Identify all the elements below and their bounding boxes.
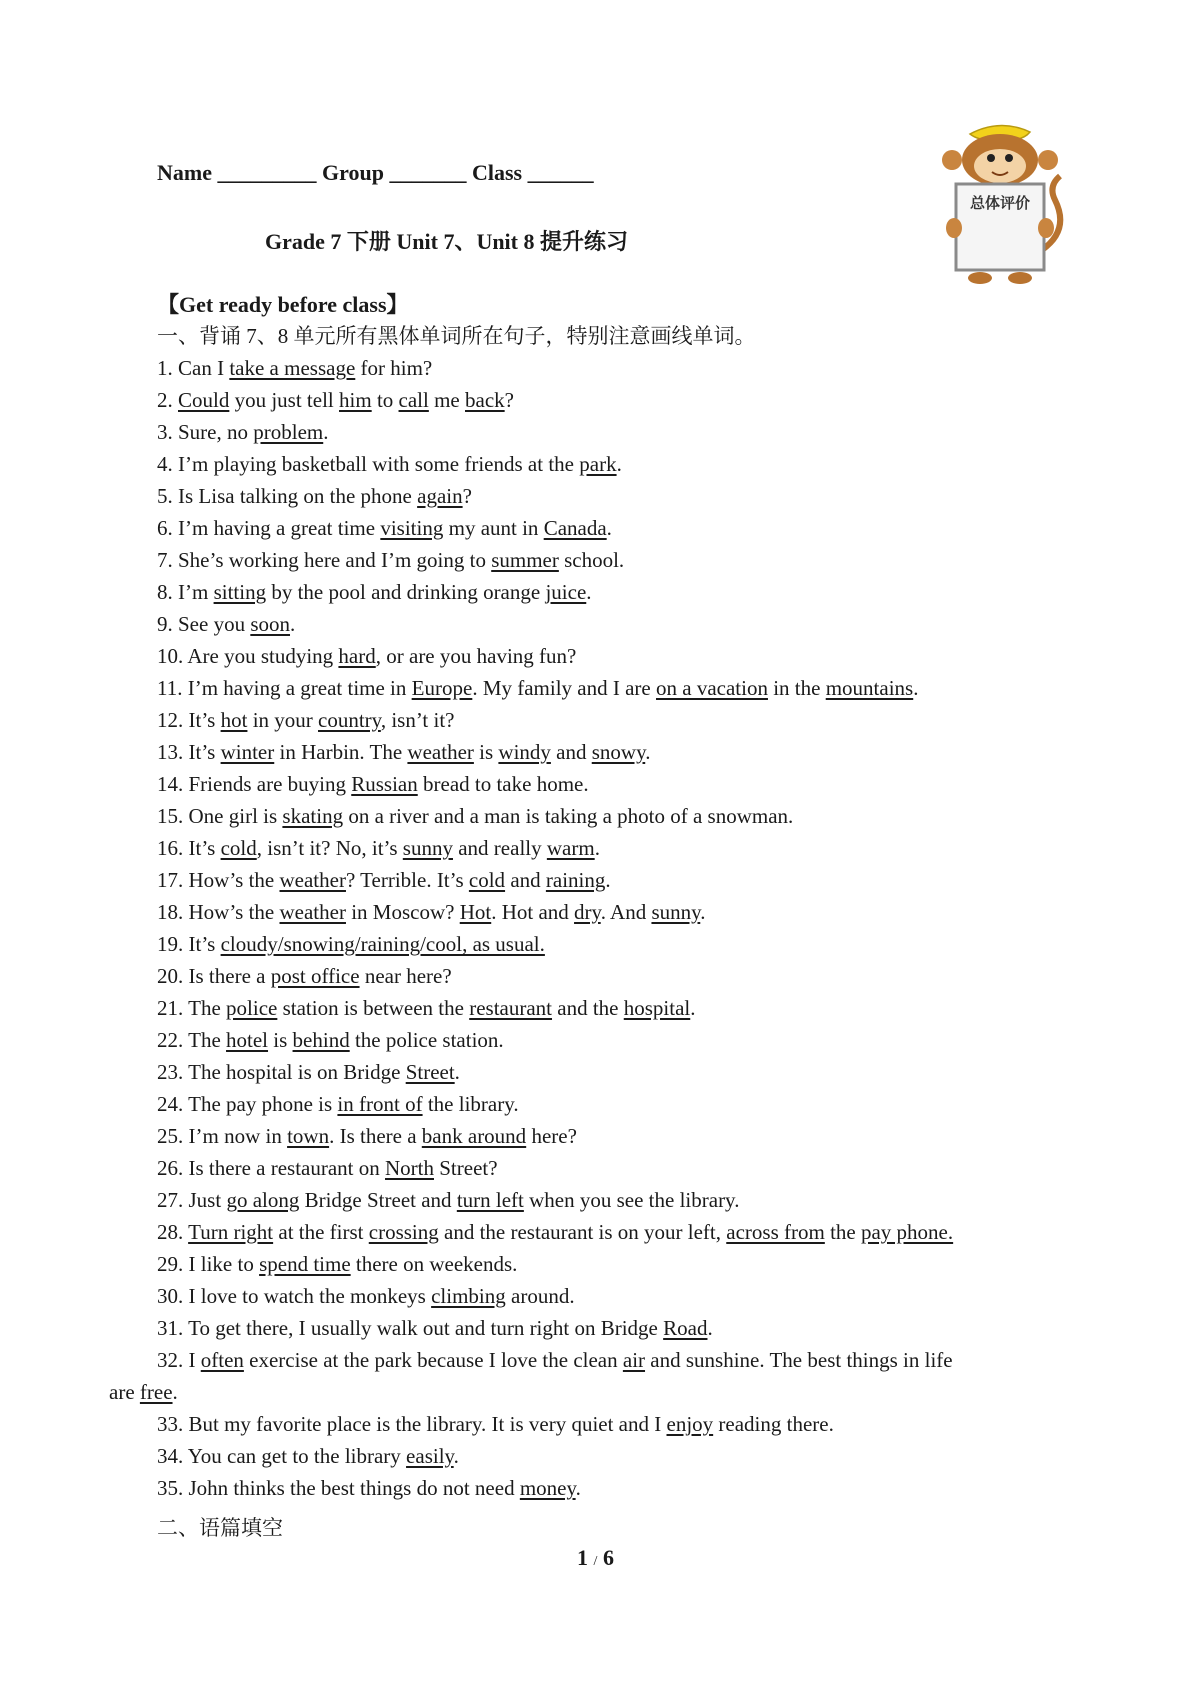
sentence-text: .	[700, 900, 706, 924]
sentence-text: 14. Friends are buying	[157, 772, 352, 796]
sentence-text: .	[586, 580, 592, 604]
underlined-word: Hot	[459, 900, 492, 924]
sentence-text: 5. Is Lisa talking on the phone	[157, 484, 418, 508]
sentence-text: .	[616, 452, 622, 476]
sentence-line	[157, 416, 1087, 448]
underlined-word: air	[622, 1348, 646, 1372]
underlined-word: Canada	[543, 516, 607, 540]
sentence-text: and sunshine. The best things in life	[645, 1348, 953, 1372]
underlined-word: sunny	[402, 836, 453, 860]
sentence-text: .	[594, 836, 600, 860]
underlined-word: summer	[491, 548, 559, 572]
student-info-line	[157, 160, 594, 186]
sentence-text: 4. I’m playing basketball with some friends at the	[157, 452, 580, 476]
underlined-word: go along	[226, 1188, 300, 1212]
underlined-word: winter	[220, 740, 275, 764]
underlined-word: police	[226, 996, 278, 1020]
sentence-text: 28.	[157, 1220, 189, 1244]
sentence-text: 15. One girl is	[157, 804, 283, 828]
underlined-word: windy	[498, 740, 551, 764]
sentence-text: station is between the	[277, 996, 470, 1020]
underlined-word: spend time	[259, 1252, 351, 1276]
sentence-text: 29. I like to	[157, 1252, 260, 1276]
sentence-text: 10. Are you studying	[157, 644, 339, 668]
sentence-text: .	[453, 1444, 459, 1468]
underlined-word: call	[398, 388, 429, 412]
sentence-text: ?	[462, 484, 472, 508]
underlined-word: take a message	[229, 356, 356, 380]
page-total: 6	[602, 1545, 614, 1570]
sentence-text: .	[290, 612, 296, 636]
sentence-text: . And	[600, 900, 652, 924]
sentence-text: .	[575, 1476, 581, 1500]
underlined-word: cloudy/snowing/raining/cool, as usual.	[220, 932, 545, 956]
underlined-word: North	[385, 1156, 434, 1180]
underlined-word: post office	[270, 964, 360, 988]
section-heading-fill-in: 二、语篇填空	[157, 1516, 283, 1540]
sentence-text: .	[690, 996, 696, 1020]
sentence-text: there on weekends.	[350, 1252, 518, 1276]
sentence-text: the	[824, 1220, 861, 1244]
sentence-line	[157, 864, 1087, 896]
sentence-line	[157, 736, 1087, 768]
class-label: Class	[471, 160, 523, 185]
underlined-word: free	[139, 1380, 173, 1404]
sentence-text: 26. Is there a restaurant on	[157, 1156, 385, 1180]
sentence-text: exercise at the park because I love the clean	[243, 1348, 623, 1372]
sentence-text: and the restaurant is on your left,	[438, 1220, 727, 1244]
sentence-line	[157, 576, 1087, 608]
monkey-evaluation-badge	[930, 120, 1070, 290]
sentence-text: in your	[247, 708, 319, 732]
sentence-text: 7. She’s working here and I’m going to	[157, 548, 492, 572]
sentence-line	[157, 1120, 1087, 1152]
underlined-word: Could	[178, 388, 230, 412]
sentence-text: 12. It’s	[157, 708, 221, 732]
sentence-line	[157, 352, 1087, 384]
sentence-text: and the	[552, 996, 624, 1020]
sentence-text: 16. It’s	[157, 836, 221, 860]
sentence-text: and really	[452, 836, 547, 860]
underlined-word: restaurant	[469, 996, 553, 1020]
sentence-text: 31. To get there, I usually walk out and turn right on Bridge	[157, 1316, 664, 1340]
underlined-word: turn left	[456, 1188, 524, 1212]
sentence-text: 6. I’m having a great time	[157, 516, 381, 540]
underlined-word: sitting	[213, 580, 267, 604]
sentence-text: .	[605, 868, 611, 892]
underlined-word: Street	[405, 1060, 455, 1084]
sentence-line	[157, 1312, 1087, 1344]
sentence-text: in Moscow?	[345, 900, 460, 924]
underlined-word: warm	[546, 836, 595, 860]
underlined-word: hot	[220, 708, 248, 732]
sentence-line	[157, 544, 1087, 576]
sentence-text: , isn’t it?	[380, 708, 455, 732]
monkey-icon	[930, 120, 1070, 290]
sentence-line	[157, 1440, 1087, 1472]
sentence-line	[157, 704, 1087, 736]
class-blank: ______	[527, 160, 594, 185]
underlined-word: climbing	[431, 1284, 506, 1308]
underlined-word: visiting	[380, 516, 444, 540]
underlined-word: soon	[250, 612, 291, 636]
sentence-text: in Harbin. The	[274, 740, 408, 764]
sentence-text: 2.	[157, 388, 178, 412]
sentence-text: ? Terrible. It’s	[345, 868, 469, 892]
underlined-word: again	[417, 484, 463, 508]
sentence-text: . Is there a	[329, 1124, 422, 1148]
sentence-text: reading there.	[713, 1412, 834, 1436]
underlined-word: snowy	[591, 740, 646, 764]
sentence-text: .	[172, 1380, 178, 1404]
underlined-word: on a vacation	[656, 676, 768, 700]
sentence-text: the police station.	[349, 1028, 504, 1052]
sentence-text: you just tell	[229, 388, 340, 412]
underlined-word: hotel	[226, 1028, 269, 1052]
sentence-text: 20. Is there a	[157, 964, 271, 988]
sentence-line	[157, 1280, 1087, 1312]
underlined-word: back	[465, 388, 505, 412]
sentence-text: my aunt in	[443, 516, 544, 540]
sentence-text: 24. The pay phone is	[157, 1092, 338, 1116]
page-number	[0, 1545, 1191, 1571]
underlined-word: dry	[574, 900, 601, 924]
sentence-text: , or are you having fun?	[375, 644, 577, 668]
underlined-word: crossing	[368, 1220, 439, 1244]
sentence-text: here?	[526, 1124, 577, 1148]
sentence-text: 13. It’s	[157, 740, 221, 764]
sentence-text: 32. I	[157, 1348, 201, 1372]
underlined-word: sunny	[651, 900, 701, 924]
underlined-word: in front of	[337, 1092, 423, 1116]
sentence-line	[157, 832, 1087, 864]
sentence-text: 3. Sure, no	[157, 420, 254, 444]
sentence-text: 23. The hospital is on Bridge	[157, 1060, 406, 1084]
sentence-line	[109, 1376, 1087, 1408]
sentence-line	[157, 1344, 1087, 1376]
sentence-text: school.	[558, 548, 625, 572]
underlined-word: bank around	[421, 1124, 527, 1148]
sentence-text: 19. It’s	[157, 932, 221, 956]
sentence-line	[157, 800, 1087, 832]
underlined-word: pay phone.	[860, 1220, 954, 1244]
sentence-line	[157, 640, 1087, 672]
sentence-text: the library.	[422, 1092, 519, 1116]
sentence-text: . Hot and	[491, 900, 575, 924]
sentence-line	[157, 1088, 1087, 1120]
sentence-text: on a river and a man is taking a photo of a snowman.	[343, 804, 794, 828]
sentence-text: to	[371, 388, 399, 412]
sentence-text: 25. I’m now in	[157, 1124, 288, 1148]
underlined-word: easily	[406, 1444, 454, 1468]
underlined-word: hospital	[623, 996, 691, 1020]
badge-text: 总体评价	[969, 194, 1031, 212]
sentence-line	[157, 896, 1087, 928]
underlined-word: problem	[253, 420, 324, 444]
underlined-word: money	[519, 1476, 576, 1500]
underlined-word: skating	[282, 804, 344, 828]
sentence-text: by the pool and drinking orange	[266, 580, 546, 604]
sentence-text: 22. The	[157, 1028, 227, 1052]
underlined-word: mountains	[825, 676, 914, 700]
sentence-text: 35. John thinks the best things do not need	[157, 1476, 520, 1500]
underlined-word: juice	[545, 580, 587, 604]
underlined-word: raining	[545, 868, 606, 892]
sentence-text: , isn’t it? No, it’s	[256, 836, 403, 860]
sentence-text: ?	[504, 388, 514, 412]
underlined-word: Russian	[351, 772, 418, 796]
sentence-text: .	[454, 1060, 460, 1084]
sentence-line	[157, 448, 1087, 480]
sentence-text: 33. But my favorite place is the library. It is very quiet and I	[157, 1412, 667, 1436]
underlined-word: Turn right	[188, 1220, 274, 1244]
sentence-text: .	[606, 516, 612, 540]
sentence-text: .	[645, 740, 651, 764]
name-label: Name	[157, 160, 212, 185]
sentence-line	[157, 1152, 1087, 1184]
underlined-word: cold	[468, 868, 506, 892]
sentence-text: when you see the library.	[523, 1188, 740, 1212]
underlined-word: weather	[407, 740, 474, 764]
underlined-word: him	[339, 388, 372, 412]
sentence-line	[157, 768, 1087, 800]
sentence-text: in the	[767, 676, 826, 700]
sentence-line	[157, 608, 1087, 640]
sentence-text: and	[505, 868, 546, 892]
page-separator: /	[593, 1554, 598, 1569]
group-label: Group	[321, 160, 384, 185]
sentence-line	[157, 992, 1087, 1024]
underlined-word: weather	[279, 900, 346, 924]
sentence-text: 9. See you	[157, 612, 251, 636]
sentence-text: .	[707, 1316, 713, 1340]
sentence-line	[157, 960, 1087, 992]
sentence-line	[157, 1248, 1087, 1280]
underlined-word: Europe	[411, 676, 473, 700]
sentence-text: 21. The	[157, 996, 227, 1020]
sentence-text: and	[550, 740, 592, 764]
underlined-word: park	[579, 452, 617, 476]
section-instruction: 一、背诵 7、8 单元所有黑体单词所在句子，特别注意画线单词。	[157, 324, 756, 348]
underlined-word: across from	[726, 1220, 825, 1244]
sentence-line	[157, 672, 1087, 704]
sentence-text: near here?	[359, 964, 452, 988]
sentence-text: 1. Can I	[157, 356, 230, 380]
page-title: Grade 7 下册 Unit 7、Unit 8 提升练习	[265, 229, 629, 254]
sentence-text: 18. How’s the	[157, 900, 280, 924]
sentence-text: .	[323, 420, 329, 444]
sentence-text: for him?	[355, 356, 433, 380]
underlined-word: often	[200, 1348, 244, 1372]
sentence-text: Bridge Street and	[299, 1188, 457, 1212]
page-current: 1	[577, 1545, 589, 1570]
sentence-text: around.	[505, 1284, 575, 1308]
sentence-list	[109, 352, 1087, 1504]
sentence-line	[157, 480, 1087, 512]
sentence-line	[157, 1216, 1087, 1248]
sentence-text: bread to take home.	[417, 772, 589, 796]
underlined-word: behind	[292, 1028, 350, 1052]
sentence-line	[157, 1472, 1087, 1504]
sentence-text: 34. You can get to the library	[157, 1444, 407, 1468]
underlined-word: hard	[338, 644, 376, 668]
sentence-text: me	[428, 388, 465, 412]
sentence-text: 8. I’m	[157, 580, 214, 604]
sentence-text: is	[473, 740, 499, 764]
sentence-text: at the first	[273, 1220, 369, 1244]
sentence-text: 30. I love to watch the monkeys	[157, 1284, 432, 1308]
section-heading-get-ready: 【Get ready before class】	[157, 292, 409, 317]
sentence-text: Street?	[434, 1156, 498, 1180]
sentence-line	[157, 1184, 1087, 1216]
sentence-text: are	[109, 1380, 140, 1404]
sentence-line	[157, 512, 1087, 544]
underlined-word: enjoy	[666, 1412, 714, 1436]
name-blank: _________	[217, 160, 317, 185]
group-blank: _______	[389, 160, 467, 185]
underlined-word: cold	[220, 836, 257, 860]
sentence-text: .	[913, 676, 919, 700]
sentence-text: is	[268, 1028, 293, 1052]
sentence-text: . My family and I are	[472, 676, 657, 700]
sentence-line	[157, 1408, 1087, 1440]
underlined-word: weather	[279, 868, 346, 892]
underlined-word: town	[287, 1124, 330, 1148]
sentence-line	[157, 1056, 1087, 1088]
sentence-text: 27. Just	[157, 1188, 227, 1212]
underlined-word: Road	[663, 1316, 708, 1340]
sentence-text: 11. I’m having a great time in	[157, 676, 412, 700]
sentence-line	[157, 928, 1087, 960]
sentence-line	[157, 1024, 1087, 1056]
sentence-text: 17. How’s the	[157, 868, 280, 892]
underlined-word: country	[318, 708, 381, 732]
sentence-line	[157, 384, 1087, 416]
